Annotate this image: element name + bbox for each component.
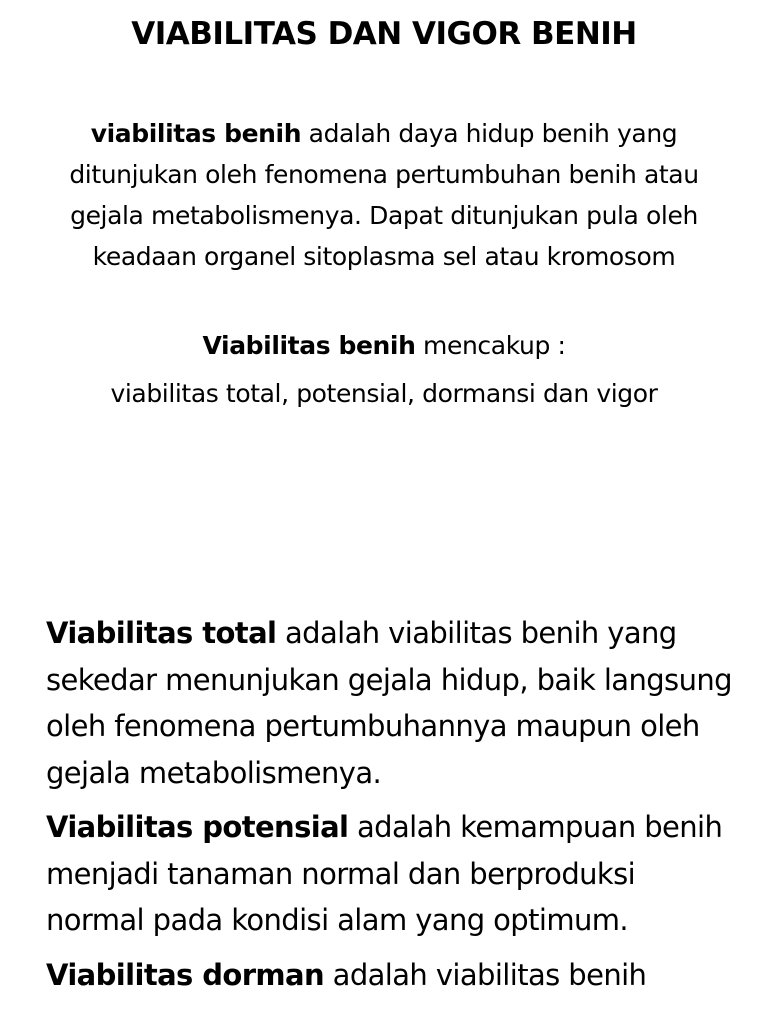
definition-term: viabilitas benih	[90, 119, 302, 148]
item-term: Viabilitas dorman	[46, 957, 325, 992]
definition-item-viabilitas-dorman	[46, 952, 736, 999]
slide-2	[0, 580, 768, 1024]
item-text: adalah kemampuan benih menjadi tanaman normal dan berproduksi normal pada kondisi alam yang optimum.	[46, 810, 723, 937]
item-term: Viabilitas total	[46, 616, 277, 650]
item-text: adalah viabilitas benih	[324, 957, 647, 992]
definition-list	[46, 610, 736, 1006]
includes-term: Viabilitas benih	[202, 331, 416, 360]
item-text: adalah viabilitas benih yang sekedar menunjukan gejala hidup, baik langsung oleh fenomena pertumbuhannya maupun oleh gejala metabolismenya.	[46, 616, 732, 790]
includes-line	[50, 325, 718, 366]
item-term: Viabilitas potensial	[46, 810, 349, 844]
definition-item-viabilitas-total	[46, 610, 736, 796]
slide-title: VIABILITAS DAN VIGOR BENIH	[131, 16, 637, 52]
definition-item-viabilitas-potensial	[46, 804, 736, 944]
includes-text: mencakup :	[415, 331, 566, 360]
definition-text: adalah daya hidup benih yang ditunjukan oleh fenomena pertumbuhan benih atau gejala metabolismenya. Dapat ditunjukan pula oleh keadaan organel sitoplasma sel atau kromosom	[69, 119, 699, 271]
definition-paragraph	[50, 113, 718, 277]
includes-list: viabilitas total, potensial, dormansi dan vigor	[110, 379, 658, 408]
